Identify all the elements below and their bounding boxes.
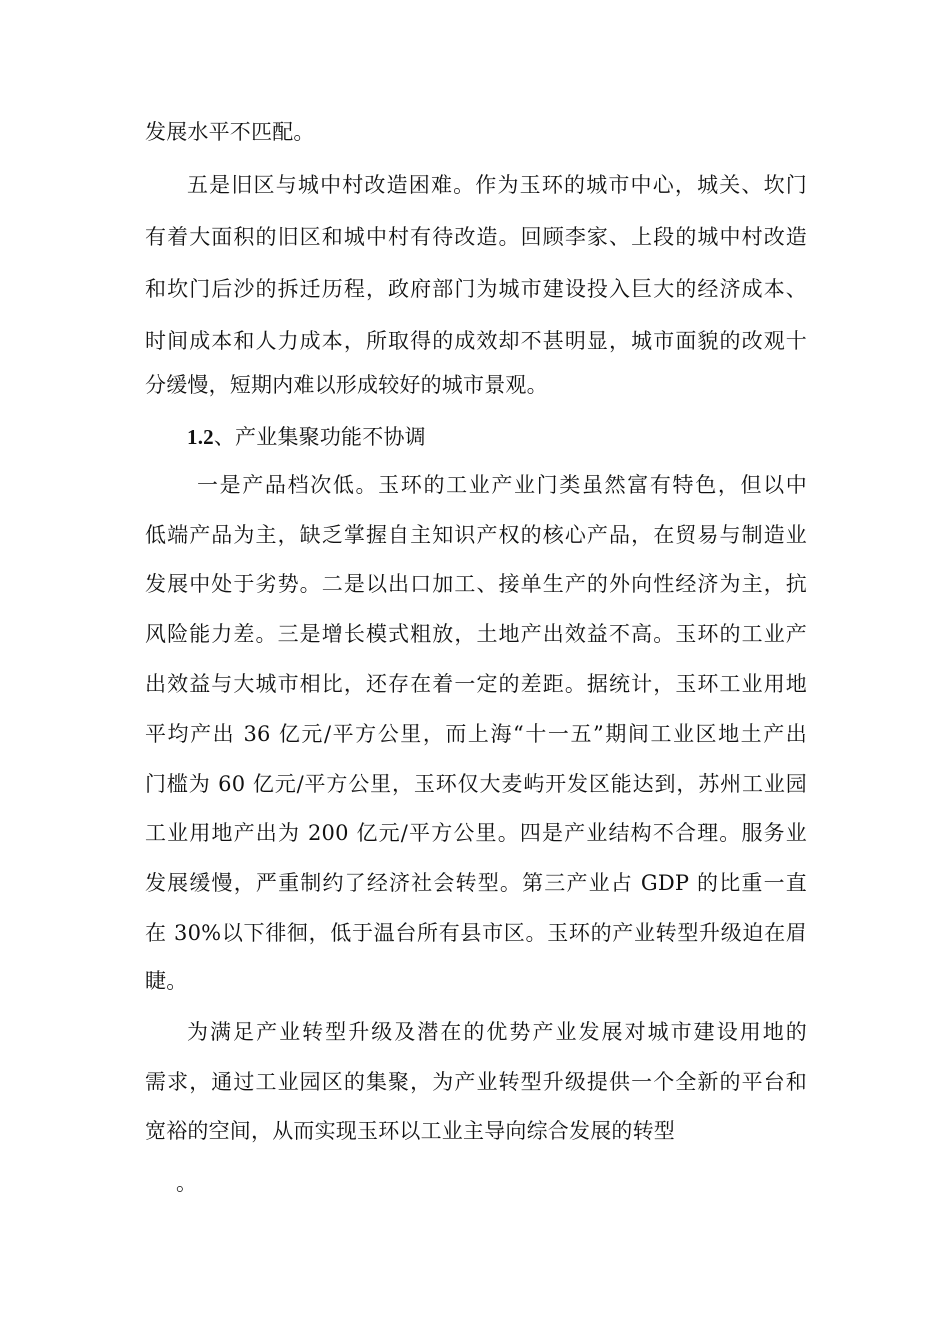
paragraph-line: 宽裕的空间，从而实现玉环以工业主导向综合发展的转型	[145, 1119, 675, 1143]
section-heading	[187, 422, 426, 452]
paragraph-line: 风险能力差。三是增长模式粗放，土地产出效益不高。玉环的工业产	[145, 622, 807, 646]
paragraph-line: 一是产品档次低。玉环的工业产业门类虽然富有特色，但以中	[197, 473, 807, 497]
section-number: 1.2	[187, 425, 214, 449]
paragraph-line: 为满足产业转型升级及潜在的优势产业发展对城市建设用地的	[187, 1020, 807, 1044]
paragraph-line: 五是旧区与城中村改造困难。作为玉环的城市中心，城关、坎门	[187, 173, 807, 197]
paragraph-line: 工业用地产出为 200 亿元/平方公里。四是产业结构不合理。服务业	[145, 821, 807, 845]
paragraph-line: 和坎门后沙的拆迁历程，政府部门为城市建设投入巨大的经济成本、	[145, 277, 807, 301]
paragraph-line: 分缓慢，短期内难以形成较好的城市景观。	[145, 373, 548, 397]
paragraph-line: 出效益与大城市相比，还存在着一定的差距。据统计，玉环工业用地	[145, 672, 807, 696]
paragraph-line: 门槛为 60 亿元/平方公里，玉环仅大麦屿开发区能达到，苏州工业园	[145, 772, 807, 796]
paragraph-line: 有着大面积的旧区和城中村有待改造。回顾李家、上段的城中村改造	[145, 225, 807, 249]
paragraph-line: 时间成本和人力成本，所取得的成效却不甚明显，城市面貌的改观十	[145, 329, 807, 353]
section-title: 、产业集聚功能不协调	[213, 425, 426, 449]
paragraph-line: 平均产出 36 亿元/平方公里，而上海“十一五”期间工业区地土产出	[145, 722, 807, 746]
paragraph-line: 需求，通过工业园区的集聚，为产业转型升级提供一个全新的平台和	[145, 1070, 807, 1094]
paragraph-line: 低端产品为主，缺乏掌握自主知识产权的核心产品，在贸易与制造业	[145, 523, 807, 547]
paragraph-line: 发展中处于劣势。二是以出口加工、接单生产的外向性经济为主，抗	[145, 572, 807, 596]
paragraph-line: 发展水平不匹配。	[145, 120, 315, 144]
paragraph-line: 睫。	[145, 969, 188, 993]
paragraph-line: 。	[176, 1171, 198, 1195]
paragraph-line: 在 30%以下徘徊，低于温台所有县市区。玉环的产业转型升级迫在眉	[145, 921, 807, 945]
paragraph-line: 发展缓慢，严重制约了经济社会转型。第三产业占 GDP 的比重一直	[145, 871, 807, 895]
